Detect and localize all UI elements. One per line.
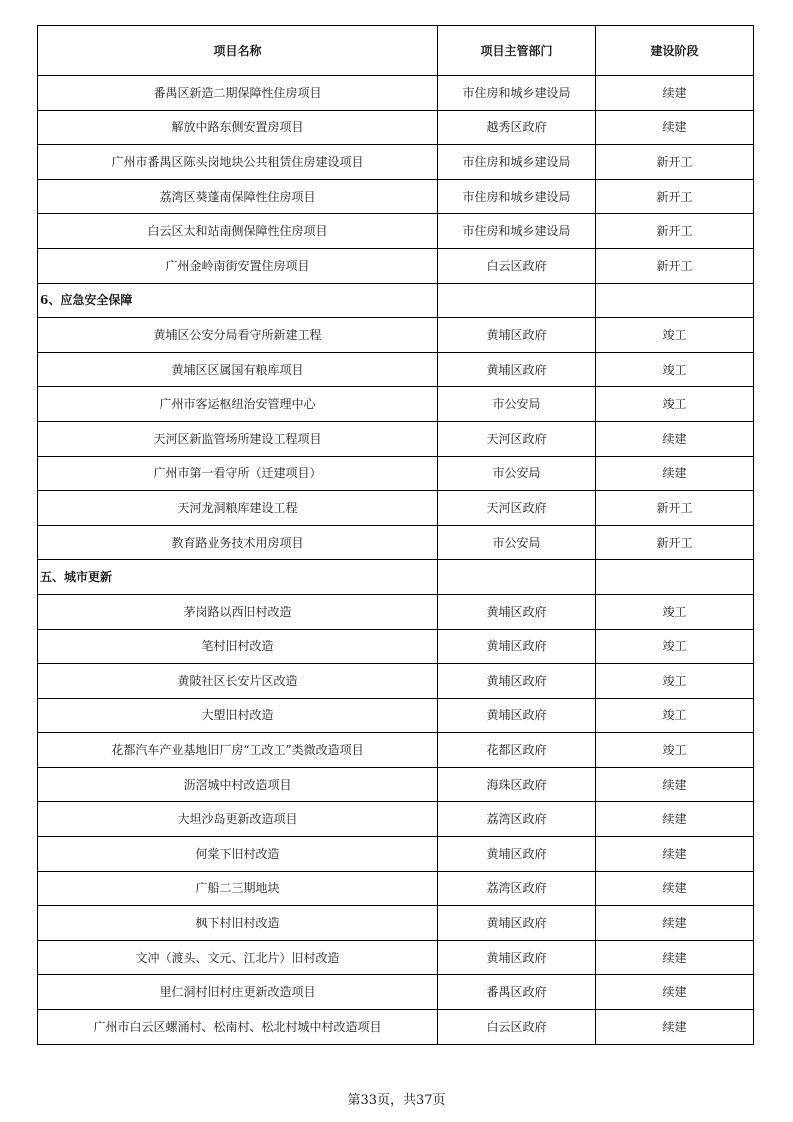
table-row: [38, 421, 754, 456]
project-name-cell: 广州市第一看守所（迁建项目）: [38, 456, 438, 491]
table-body: [38, 76, 754, 1045]
project-name-cell: 广船二三期地块: [38, 871, 438, 906]
project-name-cell: 番禺区新造二期保障性住房项目: [38, 76, 438, 111]
department-cell: 市住房和城乡建设局: [438, 76, 596, 111]
project-name-cell: 黄陂社区长安片区改造: [38, 664, 438, 699]
table-row: [38, 145, 754, 180]
table-row: [38, 594, 754, 629]
table-row: [38, 664, 754, 699]
project-table: [37, 25, 754, 1045]
table-row: [38, 906, 754, 941]
project-name-cell: 广州市白云区螺涌村、松南村、松北村城中村改造项目: [38, 1010, 438, 1045]
table-row: [38, 525, 754, 560]
stage-cell: 续建: [596, 76, 754, 111]
project-name-cell: 大塱旧村改造: [38, 698, 438, 733]
project-name-cell: 天河区新监管场所建设工程项目: [38, 421, 438, 456]
department-cell: 黄埔区政府: [438, 352, 596, 387]
project-name-cell: 枫下村旧村改造: [38, 906, 438, 941]
stage-cell: 竣工: [596, 733, 754, 768]
table-row: [38, 1010, 754, 1045]
stage-cell: 续建: [596, 975, 754, 1010]
department-cell: 白云区政府: [438, 248, 596, 283]
stage-cell: 续建: [596, 940, 754, 975]
header-stage: 建设阶段: [596, 26, 754, 76]
stage-cell: 竣工: [596, 352, 754, 387]
department-cell: 黄埔区政府: [438, 940, 596, 975]
stage-cell: 新开工: [596, 491, 754, 526]
department-cell: 番禺区政府: [438, 975, 596, 1010]
project-name-cell: 花都汽车产业基地旧厂房“工改工”类微改造项目: [38, 733, 438, 768]
table-row: [38, 767, 754, 802]
table-row: [38, 940, 754, 975]
project-name-cell: 广州市客运枢纽治安管理中心: [38, 387, 438, 422]
table-header-row: [38, 26, 754, 76]
project-name-cell: 沥滘城中村改造项目: [38, 767, 438, 802]
department-cell: 荔湾区政府: [438, 871, 596, 906]
section-row: [38, 283, 754, 318]
page-footer: 第33页，共37页: [347, 1093, 446, 1108]
stage-cell: 续建: [596, 1010, 754, 1045]
project-name-cell: 天河龙洞粮库建设工程: [38, 491, 438, 526]
department-cell: [438, 560, 596, 595]
department-cell: [438, 283, 596, 318]
project-name-cell: 广州金岭南街安置住房项目: [38, 248, 438, 283]
stage-cell: 新开工: [596, 248, 754, 283]
project-name-cell: 文冲（渡头、文元、江北片）旧村改造: [38, 940, 438, 975]
project-name-cell: 白云区太和站南侧保障性住房项目: [38, 214, 438, 249]
table-row: [38, 456, 754, 491]
table-row: [38, 179, 754, 214]
table-row: [38, 975, 754, 1010]
project-name-cell: 何棠下旧村改造: [38, 837, 438, 872]
department-cell: 市住房和城乡建设局: [438, 214, 596, 249]
table-row: [38, 837, 754, 872]
stage-cell: 新开工: [596, 179, 754, 214]
stage-cell: [596, 560, 754, 595]
department-cell: 黄埔区政府: [438, 906, 596, 941]
project-name-cell: 里仁洞村旧村庄更新改造项目: [38, 975, 438, 1010]
department-cell: 市公安局: [438, 387, 596, 422]
stage-cell: 续建: [596, 906, 754, 941]
department-cell: 黄埔区政府: [438, 837, 596, 872]
stage-cell: 竣工: [596, 698, 754, 733]
project-name-cell: 黄埔区公安分局看守所新建工程: [38, 318, 438, 353]
project-name-cell: 大坦沙岛更新改造项目: [38, 802, 438, 837]
header-department: 项目主管部门: [438, 26, 596, 76]
stage-cell: 续建: [596, 802, 754, 837]
section-title: 6、应急安全保障: [38, 283, 438, 318]
stage-cell: 续建: [596, 456, 754, 491]
stage-cell: 新开工: [596, 214, 754, 249]
department-cell: 市住房和城乡建设局: [438, 179, 596, 214]
table-row: [38, 248, 754, 283]
department-cell: 天河区政府: [438, 491, 596, 526]
table-row: [38, 698, 754, 733]
department-cell: 花都区政府: [438, 733, 596, 768]
stage-cell: 续建: [596, 110, 754, 145]
department-cell: 越秀区政府: [438, 110, 596, 145]
stage-cell: 续建: [596, 871, 754, 906]
project-name-cell: 荔湾区葵蓬南保障性住房项目: [38, 179, 438, 214]
table-row: [38, 352, 754, 387]
project-name-cell: 广州市番禺区陈头岗地块公共租赁住房建设项目: [38, 145, 438, 180]
department-cell: 黄埔区政府: [438, 629, 596, 664]
table-row: [38, 629, 754, 664]
department-cell: 黄埔区政府: [438, 664, 596, 699]
department-cell: 黄埔区政府: [438, 318, 596, 353]
project-name-cell: 黄埔区区属国有粮库项目: [38, 352, 438, 387]
project-name-cell: 解放中路东侧安置房项目: [38, 110, 438, 145]
table-row: [38, 802, 754, 837]
department-cell: 海珠区政府: [438, 767, 596, 802]
table-row: [38, 387, 754, 422]
stage-cell: 竣工: [596, 629, 754, 664]
stage-cell: 竣工: [596, 318, 754, 353]
table-row: [38, 76, 754, 111]
department-cell: 荔湾区政府: [438, 802, 596, 837]
stage-cell: [596, 283, 754, 318]
table-row: [38, 110, 754, 145]
stage-cell: 新开工: [596, 525, 754, 560]
department-cell: 市公安局: [438, 525, 596, 560]
stage-cell: 竣工: [596, 594, 754, 629]
table-row: [38, 491, 754, 526]
stage-cell: 续建: [596, 767, 754, 802]
department-cell: 黄埔区政府: [438, 594, 596, 629]
project-name-cell: 笔村旧村改造: [38, 629, 438, 664]
department-cell: 市公安局: [438, 456, 596, 491]
stage-cell: 竣工: [596, 664, 754, 699]
stage-cell: 续建: [596, 421, 754, 456]
header-project-name: 项目名称: [38, 26, 438, 76]
project-name-cell: 教育路业务技术用房项目: [38, 525, 438, 560]
table-row: [38, 318, 754, 353]
table-row: [38, 871, 754, 906]
section-row: [38, 560, 754, 595]
department-cell: 黄埔区政府: [438, 698, 596, 733]
department-cell: 天河区政府: [438, 421, 596, 456]
project-name-cell: 茅岗路以西旧村改造: [38, 594, 438, 629]
stage-cell: 竣工: [596, 387, 754, 422]
department-cell: 市住房和城乡建设局: [438, 145, 596, 180]
table-row: [38, 733, 754, 768]
table-row: [38, 214, 754, 249]
section-title: 五、城市更新: [38, 560, 438, 595]
stage-cell: 新开工: [596, 145, 754, 180]
stage-cell: 续建: [596, 837, 754, 872]
department-cell: 白云区政府: [438, 1010, 596, 1045]
